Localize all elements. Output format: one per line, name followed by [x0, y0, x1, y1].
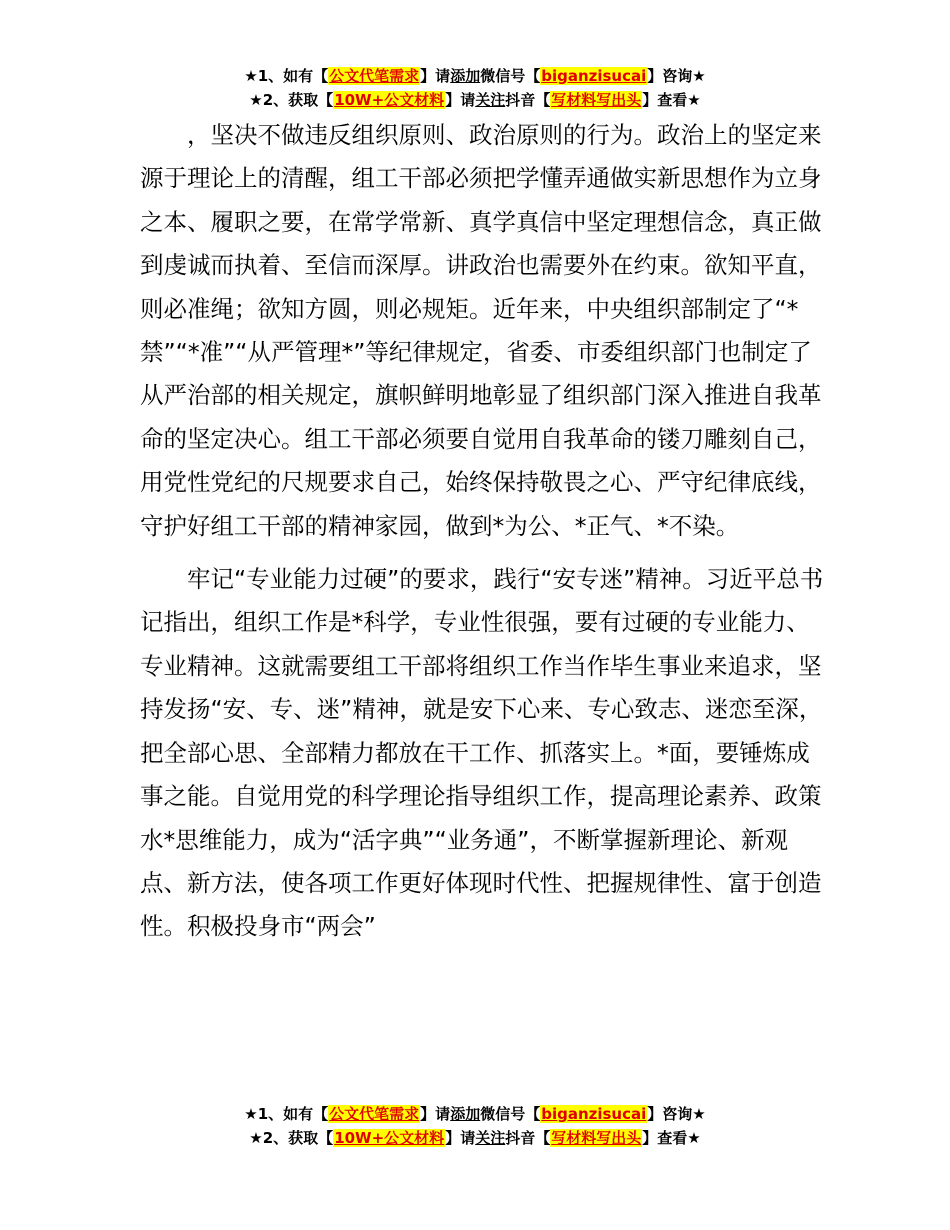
- header-line-2-mid2: 抖音【: [505, 91, 551, 109]
- footer-line-2-mid1: 】请: [445, 1129, 476, 1147]
- footer-line-1-mid2: 微信号【: [480, 1105, 541, 1123]
- footer-line-2: [0, 1126, 950, 1150]
- footer-highlight-wechat-id: biganzisucai: [541, 1105, 647, 1123]
- footer-line-2-prefix: ★2、获取【: [249, 1129, 334, 1147]
- header-highlight-materials: 10W+公文材料: [334, 91, 445, 109]
- header-line-2-prefix: ★2、获取【: [249, 91, 334, 109]
- footer-line-2-mid2: 抖音【: [505, 1129, 551, 1147]
- header-highlight-wechat-id: biganzisucai: [541, 67, 647, 85]
- header-line-2-emph: 关注: [475, 91, 506, 109]
- header-line-1-emph: 添加: [450, 67, 481, 85]
- footer-line-2-suffix: 】查看★: [642, 1129, 701, 1147]
- header-line-1-mid2: 微信号【: [480, 67, 541, 85]
- header-highlight-douyin: 写材料写出头: [551, 91, 642, 109]
- header-line-1-suffix: 】咨询★: [647, 67, 706, 85]
- footer-line-1-emph: 添加: [450, 1105, 481, 1123]
- header-line-2: [0, 88, 950, 112]
- header-highlight-ghostwriting: 公文代笔需求: [329, 67, 420, 85]
- footer-highlight-ghostwriting: 公文代笔需求: [329, 1105, 420, 1123]
- footer-highlight-materials: 10W+公文材料: [334, 1129, 445, 1147]
- footer-line-2-emph: 关注: [475, 1129, 506, 1147]
- header-line-2-mid1: 】请: [445, 91, 476, 109]
- footer-line-1-prefix: ★1、如有【: [244, 1105, 329, 1123]
- header-line-1: [0, 64, 950, 88]
- footer-line-1-mid1: 】请: [420, 1105, 451, 1123]
- header-line-1-prefix: ★1、如有【: [244, 67, 329, 85]
- document-body: [140, 114, 830, 949]
- footer-line-1-suffix: 】咨询★: [647, 1105, 706, 1123]
- footer-banner: [0, 1102, 950, 1150]
- body-paragraph-2: 牢记“专业能力过硬”的要求，践行“安专迷”精神。习近平总书记指出，组织工作是*科学，专业性很强，要有过硬的专业能力、专业精神。这就需要组工干部将组织工作当作毕生事业来追求，坚持发扬“安、专、迷”精神，就是安下心来、专心致志、迷恋至深，把全部心思、全部精力都放在干工作、抓落实上。*面，要锤炼成事之能。自觉用党的科学理论指导组织工作，提高理论素养、政策水*思维能力，成为“活字典”“业务通”，不断掌握新理论、新观点、新方法，使各项工作更好体现时代性、把握规律性、富于创造性。积极投身市“两会”: [140, 565, 824, 941]
- footer-highlight-douyin: 写材料写出头: [551, 1129, 642, 1147]
- header-line-1-mid1: 】请: [420, 67, 451, 85]
- body-paragraph-1: ，坚决不做违反组织原则、政治原则的行为。政治上的坚定来源于理论上的清醒，组工干部必须把学懂弄通做实新思想作为立身之本、履职之要，在常学常新、真学真信中坚定理想信念，真正做到虔诚而执着、至信而深厚。讲政治也需要外在约束。欲知平直，则必准绳；欲知方圆，则必规矩。近年来，中央组织部制定了“*禁”“*准”“从严管理*”等纪律规定，省委、市委组织部门也制定了从严治部的相关规定，旗帜鲜明地彰显了组织部门深入推进自我革命的坚定决心。组工干部必须要自觉用自我革命的镂刀雕刻自己，用党性党纪的尺规要求自己，始终保持敬畏之心、严守纪律底线，守护好组工干部的精神家园，做到*为公、*正气、*不染。: [140, 121, 822, 540]
- header-banner: [0, 64, 950, 112]
- footer-line-1: [0, 1102, 950, 1126]
- header-line-2-suffix: 】查看★: [642, 91, 701, 109]
